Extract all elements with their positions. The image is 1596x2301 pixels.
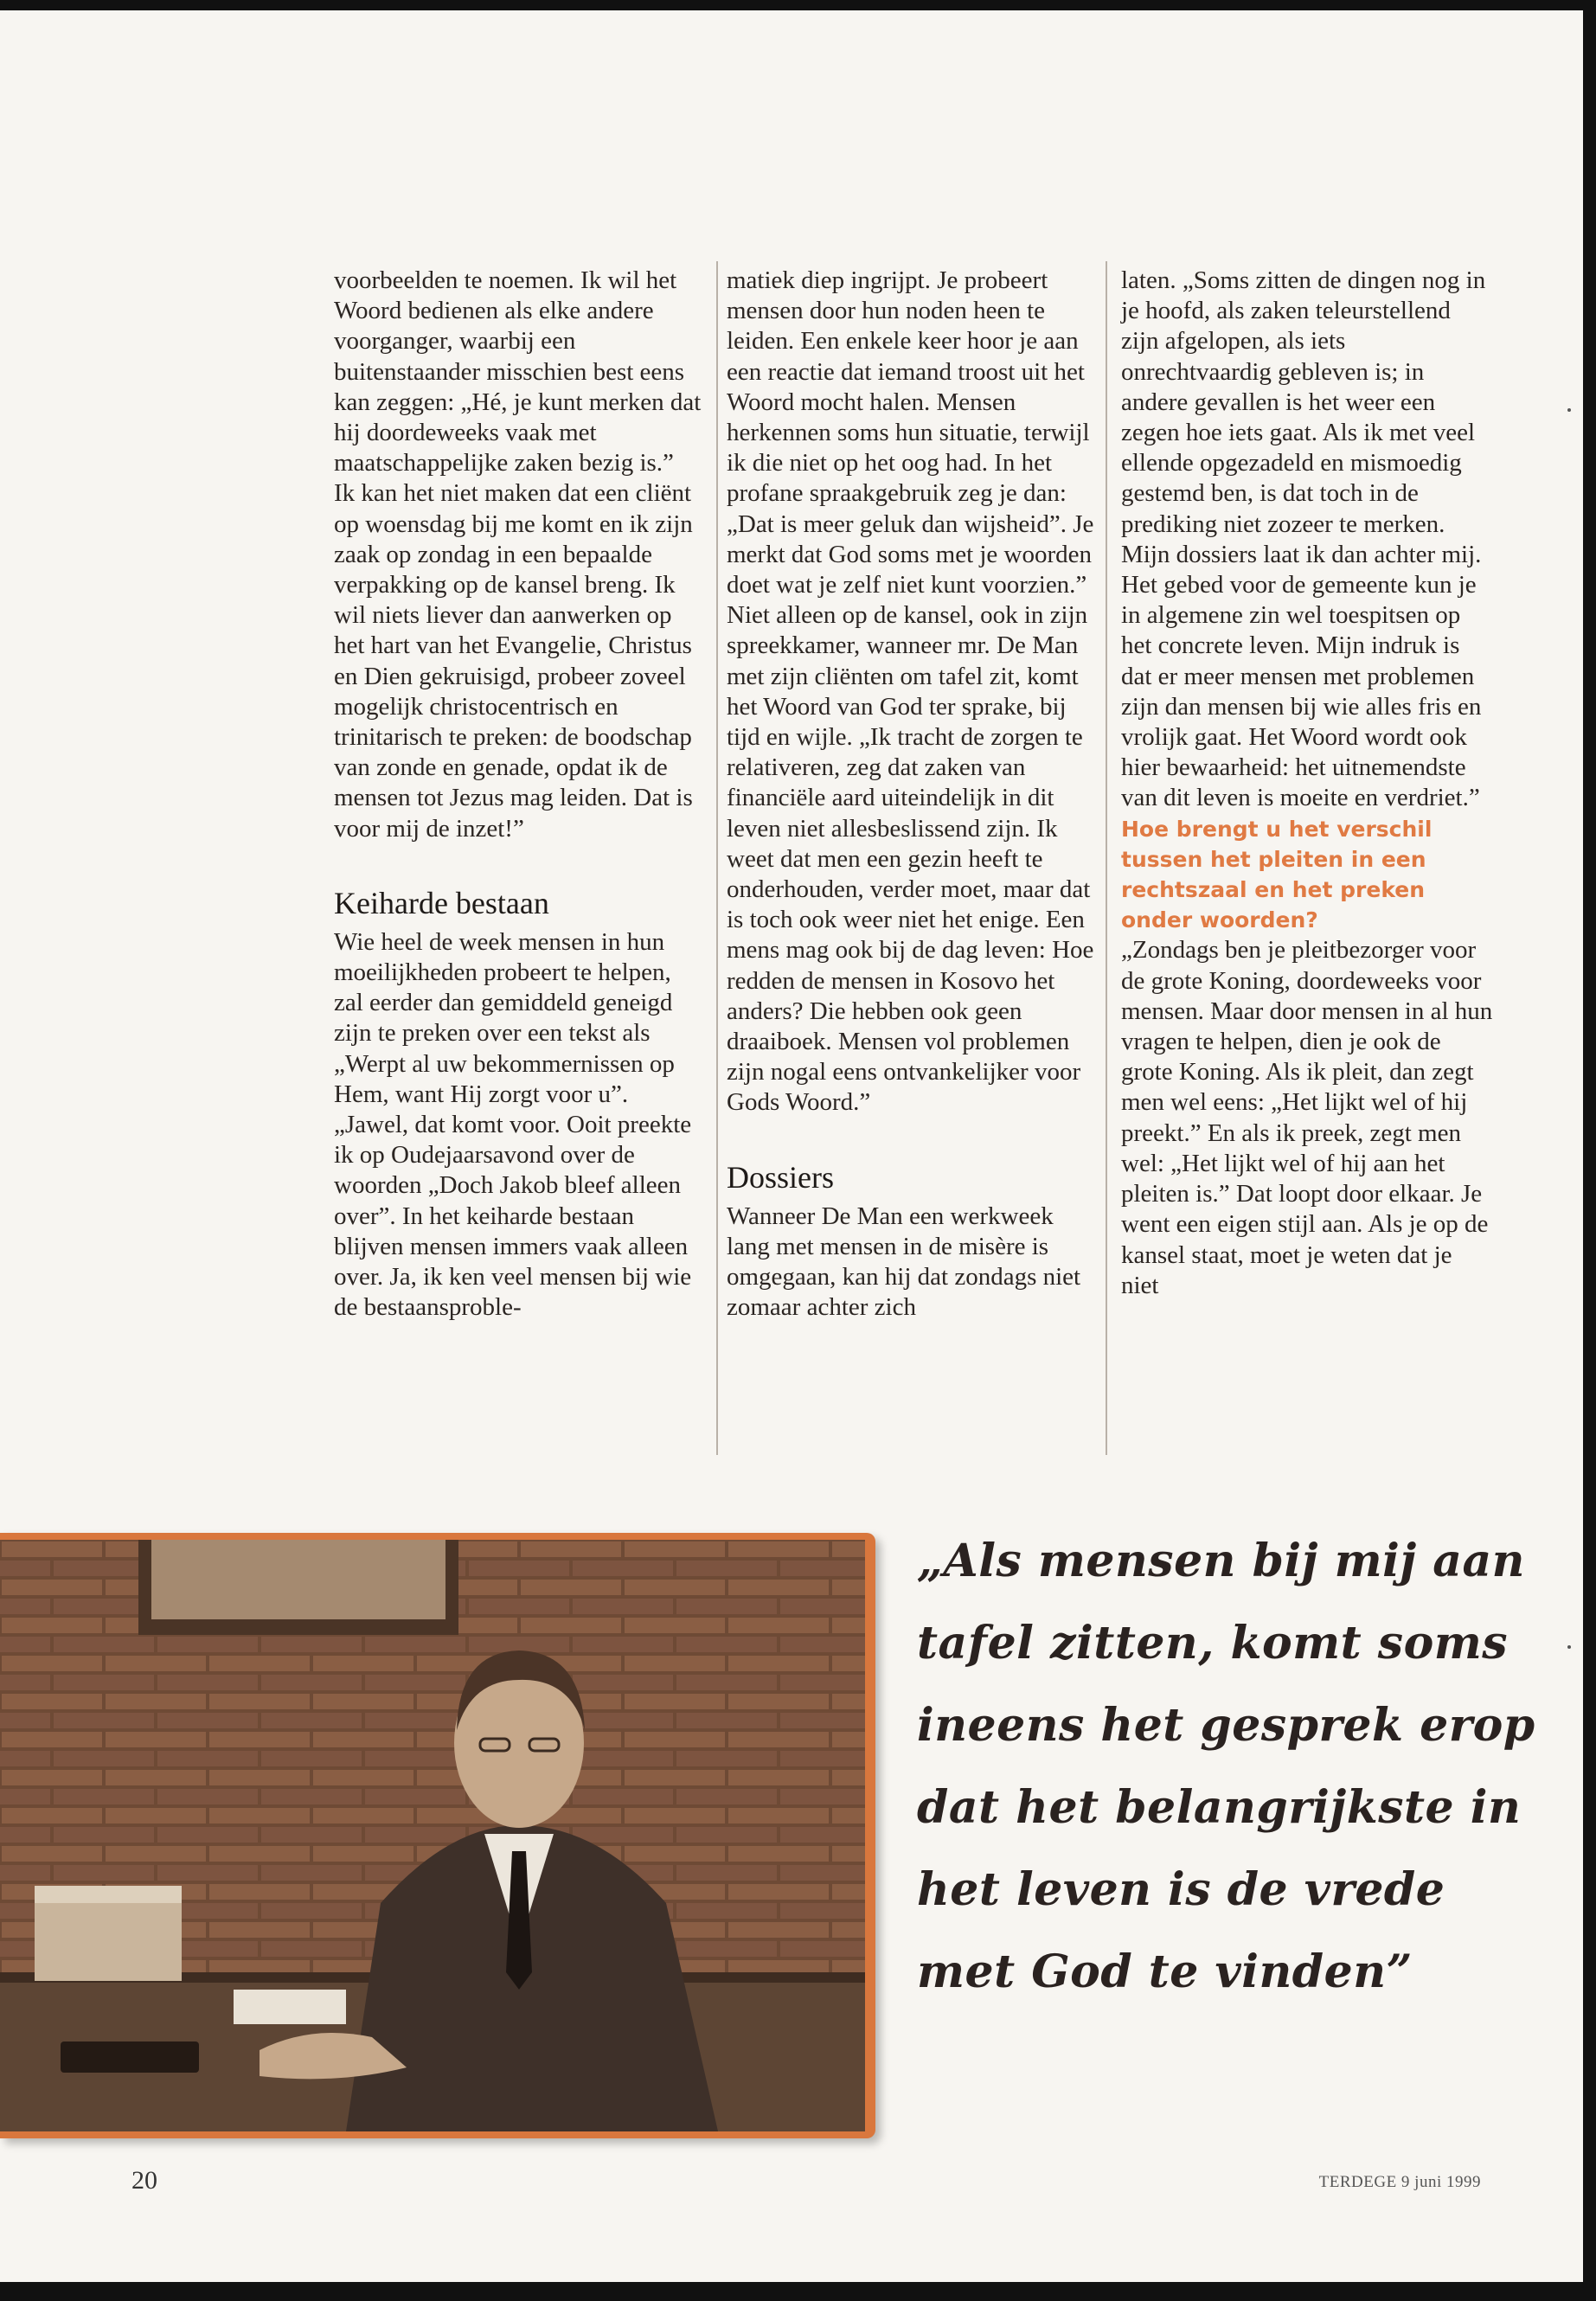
pull-quote-line: dat het belangrijkste in <box>917 1781 1522 1834</box>
edge-mark <box>1567 1645 1571 1649</box>
page-number: 20 <box>131 2166 157 2195</box>
pull-quote <box>917 1520 1540 2013</box>
body-paragraph: voorbeelden te noemen. Ik wil het Woord bedienen als elke andere voorganger, waarbij een buitenstaander misschien best eens kan zeggen: „Hé, je kunt merken dat hij doordeweeks vaak met maatschappelijke zaken bezig is.” <box>334 266 702 478</box>
section-heading: Dossiers <box>727 1159 834 1195</box>
body-paragraph: „Zondags ben je pleitbezorger voor de grote Koning, doordeweeks voor mensen. Maar door mensen in al hun vragen te helpen, dien je ook de grote Koning. Als ik pleit, dan zegt men wel eens: „Het lijkt wel of hij preekt.” En als ik preek, zegt men wel: „Het lijkt wel of hij aan het pleiten is.” Dat loopt door elkaar. Je went een eigen stijl aan. Als je op de kansel staat, moet je weten dat je niet <box>1121 936 1493 1299</box>
magazine-page <box>0 10 1583 2282</box>
article-column-3 <box>1121 266 1493 1301</box>
body-paragraph: Ik kan het niet maken dat een cliënt op woensdag bij me komt en ik zijn zaak op zondag in een bepaalde verpakking op de kansel breng. Ik wil niets liever dan aanwerken op het hart van het Evangelie, Christus en Dien gekruisigd, probeer zoveel mogelijk christocentrisch en trinitarisch te preken: de boodschap van zonde en genade, opdat ik de mensen tot Jezus mag leiden. Dat is voor mij de inzet!” <box>334 479 693 843</box>
article-column-1 <box>334 266 706 1324</box>
portrait-photo <box>0 1533 875 2138</box>
article-column-2 <box>727 266 1099 1324</box>
publication-credit: TERDEGE 9 juni 1999 <box>1318 2173 1481 2191</box>
pull-quote-line: met God te vinden” <box>917 1945 1413 1998</box>
column-divider <box>1106 261 1107 1455</box>
body-paragraph: Wanneer De Man een werkweek lang met mensen in de misère is omgegaan, kan hij dat zondags niet zomaar achter zich <box>727 1202 1081 1322</box>
body-paragraph: Het gebed voor de gemeente kun je in algemene zin wel toespitsen op het concrete leven. Mijn indruk is dat er meer mensen met problemen zijn dan mensen bij wie alles fris en vrolijk gaat. Het Woord wordt ook hier bewaarheid: het uitnemendste van dit leven is moeite en verdriet.” <box>1121 571 1482 812</box>
body-paragraph: Wie heel de week mensen in hun moeilijkheden probeert te helpen, zal eerder dan gemiddeld geneigd zijn te preken over een tekst als „Werpt al uw bekommernissen op Hem, want Hij zorgt voor u”. „Jawel, dat komt voor. Ooit preekte ik op Oudejaarsavond over de woorden „Doch Jakob bleef alleen over”. In het keiharde bestaan blijven mensen immers vaak alleen over. Ja, ik ken veel mensen bij wie de bestaansproble- <box>334 927 692 1322</box>
column-divider <box>716 261 718 1455</box>
edge-mark <box>1567 408 1571 412</box>
section-heading: Keiharde bestaan <box>334 885 549 920</box>
pull-quote-line: tafel zitten, komt soms <box>917 1617 1509 1670</box>
portrait-illustration <box>0 1540 865 2131</box>
body-paragraph: matiek diep ingrijpt. Je probeert mensen door hun noden heen te leiden. Een enkele keer hoor je aan een reactie dat iemand troost uit het Woord mocht halen. Mensen herkennen soms hun situatie, terwijl ik die niet op het oog had. In het profane spraakgebruik zeg je dan: „Dat is meer geluk dan wijsheid”. Je merkt dat God soms met je woorden doet wat je zelf niet kunt voorzien.” <box>727 266 1094 599</box>
body-paragraph: Niet alleen op de kansel, ook in zijn spreekkamer, wanneer mr. De Man met zijn cliënten om tafel zit, komt het Woord van God ter sprake, bij tijd en wijle. „Ik tracht de zorgen te relativeren, zeg dat zaken van financiële aard uiteindelijk in dit leven niet allesbeslissend zijn. Ik weet dat men een gezin heeft te onderhouden, verder moet, maar dat is toch ook weer niet het enige. Een mens mag ook bij de dag leven: Hoe redden de mensen in Kosovo het anders? Die hebben ook geen draaiboek. Mensen vol problemen zijn nogal eens ontvankelijker voor Gods Woord.” <box>727 601 1094 1117</box>
body-paragraph: laten. „Soms zitten de dingen nog in je hoofd, als zaken teleurstellend zijn afgelopen, als iets onrechtvaardig gebleven is; in andere gevallen is het weer een zegen hoe iets gaat. Als ik met veel ellende opgezadeld en mismoedig gestemd ben, is dat toch in de prediking niet zozeer te merken. Mijn dossiers laat ik dan achter mij. <box>1121 266 1486 568</box>
pull-quote-line: het leven is de vrede <box>917 1863 1445 1916</box>
pull-quote-line: „Als mensen bij mij aan <box>917 1535 1525 1587</box>
interview-question: Hoe brengt u het verschil tussen het pleiten in een rechtszaal en het preken onder woorden? <box>1121 816 1433 933</box>
pull-quote-line: ineens het gesprek erop <box>917 1699 1535 1752</box>
